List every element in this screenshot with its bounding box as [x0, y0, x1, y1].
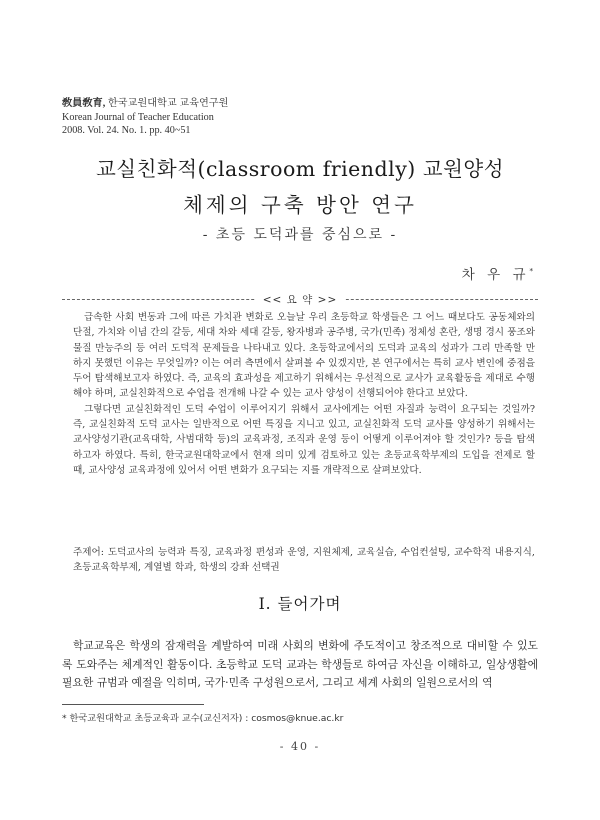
journal-header: [62, 97, 228, 138]
abstract-label: << 요 약 >>: [255, 292, 346, 307]
abstract-paragraph-1: 급속한 사회 변동과 그에 따른 가치관 변화로 오늘날 우리 초등학교 학생들은 그 어느 때보다도 공동체와의 단절, 가치와 이념 간의 갈등, 세대 차와 세대 갈등, 왕자병과 공주병, 국가(민족) 정체성 혼란, 생명 경시 풍조와 물질 만능주의 등 여러 도덕적 문제들을 나타내고 있다. 초등학교에서의 도덕과 교육의 성과가 그리 만족할 만하지 못했던 이유는 무엇일까? 이는 여러 측면에서 살펴볼 수 있겠지만, 본 연구에서는 특히 교사 변인에 중점을 두어 탐색해보고자 하였다. 즉, 교육의 효과성을 제고하기 위해서는 우선적으로 교사가 교육활동을 제대로 수행해야 하며, 교실친화적으로 수업을 전개해 나갈 수 있는 교사 양성이 선행되어야 한다고 보았다.: [73, 312, 535, 400]
paper-title-line-2: 체제의 구축 방안 연구: [183, 193, 417, 217]
journal-volume-info: 2008. Vol. 24. No. 1. pp. 40~51: [62, 125, 191, 136]
author-footnote-mark: *: [529, 267, 533, 276]
section-heading: Ⅰ. 들어가며: [258, 595, 342, 613]
journal-hanja-name: 敎員敎育,: [62, 98, 106, 109]
abstract-paragraph-2: 그렇다면 교실친화적인 도덕 수업이 이루어지기 위해서 교사에게는 어떤 자질과 능력이 요구되는 것일까? 즉, 교실친화적 도덕 교사는 일반적으로 어떤 특징을 지니고 있고, 교실친화적 도덕 교사를 양성하기 위해서는 교사양성기관(교육대학, 사범대학 등)의 교육과정, 조직과 운영 등이 어떻게 이루어져야 할 것인가? 등을 탐색하고자 하였다. 특히, 한국교원대학교에서 현재 의미 있게 검토하고 있는 초등교육학부제의 도입을 전제로 할 때, 교사양성 교육과정에 있어서 어떤 변화가 요구되는 지를 개략적으로 살펴보았다.: [73, 403, 535, 476]
keywords: 주제어: 도덕교사의 능력과 특징, 교육과정 편성과 운영, 지원체제, 교육실습, 수업컨설팅, 교수학적 내용지식, 초등교육학부제, 계열별 학과, 학생의 강좌 선택권: [73, 547, 535, 574]
journal-korean-name: 한국교원대학교 교육연구원: [107, 98, 229, 109]
author-name: [462, 263, 533, 283]
journal-line-1: [62, 97, 228, 111]
page-number: - 40 -: [279, 740, 321, 753]
body-text: [62, 637, 538, 693]
paper-subtitle: - 초등 도덕과를 중심으로 -: [202, 227, 398, 243]
body-paragraph-1: 학교교육은 학생의 잠재력을 계발하여 미래 사회의 변화에 주도적이고 창조적으로 대비할 수 있도록 도와주는 체계적인 활동이다. 초등학교 도덕 교과는 학생들로 하여금 자신을 이해하고, 일상생활에 필요한 규범과 예절을 익히며, 국가·민족 구성원으로서, 그리고 세계 사회의 일원으로서의 역: [62, 639, 538, 689]
footnote: * 한국교원대학교 초등교육과 교수(교신저자) : cosmos@knue.ac.kr: [62, 713, 344, 724]
paper-title-line-1: 교실친화적(classroom friendly) 교원양성: [95, 157, 505, 181]
footnote-divider: [62, 704, 204, 705]
author-name-text: 차 우 규: [461, 267, 530, 283]
journal-english-name: Korean Journal of Teacher Education: [62, 111, 214, 123]
abstract-body: [73, 310, 535, 478]
